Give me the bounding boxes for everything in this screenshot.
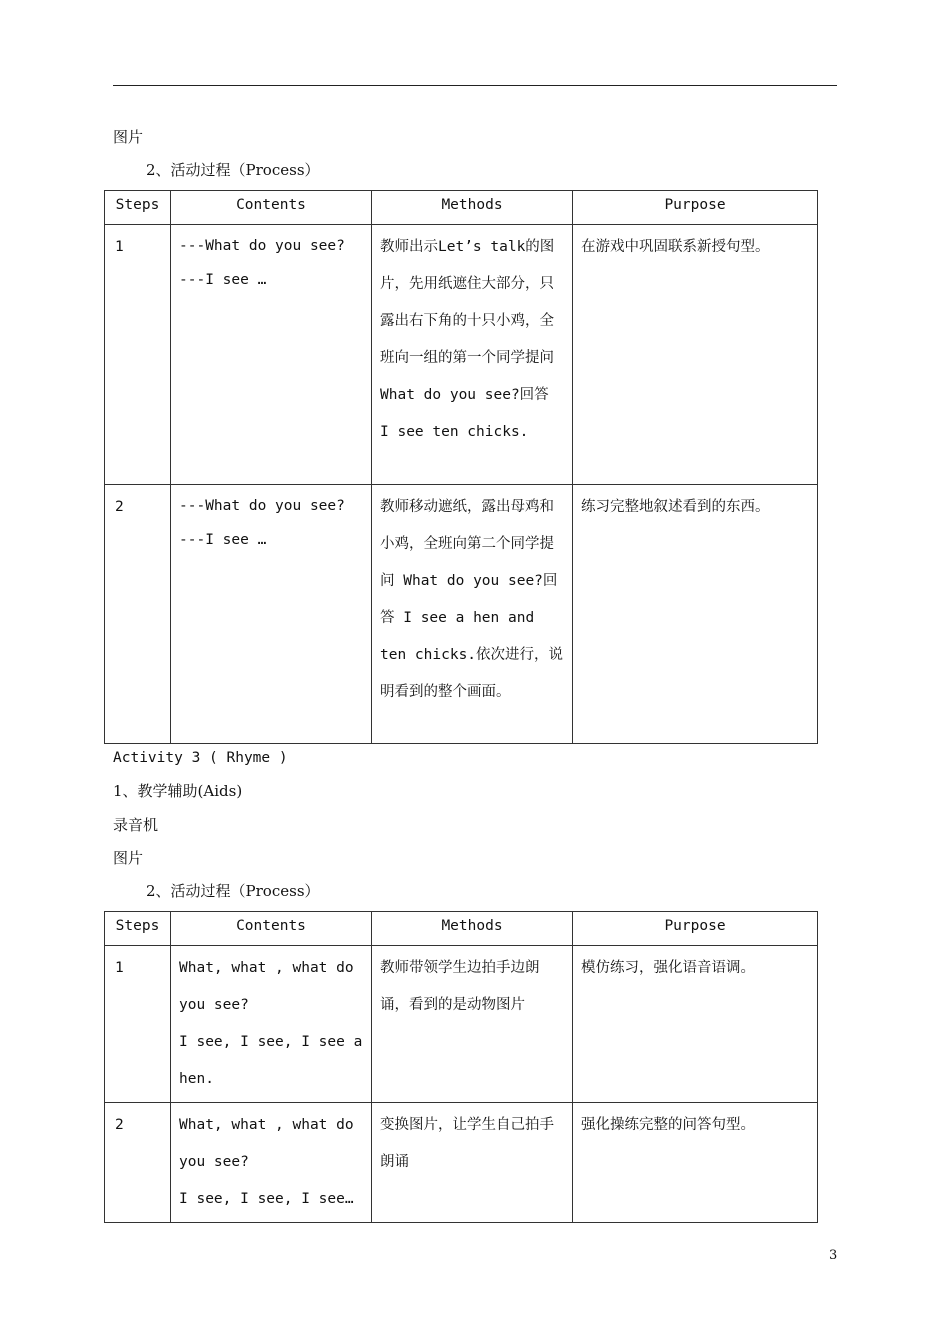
header-methods: Methods — [372, 912, 573, 946]
purpose-cell — [573, 1103, 818, 1223]
purpose-cell — [573, 225, 818, 485]
table-header-row — [105, 912, 818, 946]
methods-cell — [372, 485, 573, 744]
step-cell — [105, 946, 171, 1103]
page-number: 3 — [829, 1248, 838, 1263]
methods-text: 教师出示Let’s talk的图片，先用纸遮住大部分，只露出右下角的十只小鸡，全班向一组的第一个同学提问What do you see?回答 I see ten chicks. — [380, 239, 555, 440]
header-purpose: Purpose — [573, 191, 818, 225]
step-number: 2 — [115, 499, 124, 515]
purpose-text: 练习完整地叙述看到的东西。 — [581, 499, 770, 515]
purpose-cell — [573, 946, 818, 1103]
header-methods: Methods — [372, 191, 573, 225]
table-row — [105, 225, 818, 485]
table-row — [105, 485, 818, 744]
purpose-text: 在游戏中巩固联系新授句型。 — [581, 239, 770, 255]
purpose-text: 强化操练完整的问答句型。 — [581, 1117, 755, 1133]
methods-cell — [372, 946, 573, 1103]
step-number: 1 — [115, 239, 124, 255]
purpose-text: 模仿练习，强化语音语调。 — [581, 960, 755, 976]
aid-tape-recorder: 录音机 — [113, 816, 159, 834]
step-number: 1 — [115, 960, 124, 976]
aid-pictures: 图片 — [113, 849, 144, 867]
header-purpose: Purpose — [573, 912, 818, 946]
contents-line: ---What do you see? — [179, 238, 345, 254]
contents-cell — [171, 485, 372, 744]
step-number: 2 — [115, 1117, 124, 1133]
contents-line: What, what , what do you see? — [179, 1117, 354, 1170]
heading-pictures: 图片 — [113, 128, 144, 146]
step-cell — [105, 1103, 171, 1223]
header-contents: Contents — [171, 912, 372, 946]
purpose-cell — [573, 485, 818, 744]
methods-cell — [372, 1103, 573, 1223]
contents-cell — [171, 225, 372, 485]
process-heading-1: 2、活动过程（Process） — [146, 161, 320, 179]
process-heading-2: 2、活动过程（Process） — [146, 882, 320, 900]
process-table-1 — [104, 190, 818, 744]
step-cell — [105, 485, 171, 744]
header-contents: Contents — [171, 191, 372, 225]
header-steps: Steps — [105, 912, 171, 946]
contents-line: ---I see … — [179, 532, 267, 548]
header-steps: Steps — [105, 191, 171, 225]
methods-text: 教师移动遮纸，露出母鸡和小鸡，全班向第二个同学提问 What do you see?回答 I see a hen and ten chicks.依次进行，说明看到的整个画面。 — [380, 499, 564, 700]
contents-line: I see, I see, I see… — [179, 1191, 354, 1207]
contents-line: ---What do you see? — [179, 498, 345, 514]
process-table-2 — [104, 911, 818, 1223]
methods-text: 教师带领学生边拍手边朗诵，看到的是动物图片 — [380, 960, 540, 1013]
step-cell — [105, 225, 171, 485]
activity-3-title: Activity 3 ( Rhyme ) — [113, 750, 288, 766]
contents-line: ---I see … — [179, 272, 267, 288]
contents-line: What, what , what do you see? — [179, 960, 354, 1013]
table-row — [105, 946, 818, 1103]
contents-line: I see, I see, I see a hen. — [179, 1034, 363, 1087]
table-header-row — [105, 191, 818, 225]
methods-cell — [372, 225, 573, 485]
contents-cell — [171, 946, 372, 1103]
methods-text: 变换图片，让学生自己拍手朗诵 — [380, 1117, 554, 1170]
header-rule — [113, 85, 837, 86]
aids-heading: 1、教学辅助(Aids) — [113, 782, 243, 800]
table-row — [105, 1103, 818, 1223]
contents-cell — [171, 1103, 372, 1223]
